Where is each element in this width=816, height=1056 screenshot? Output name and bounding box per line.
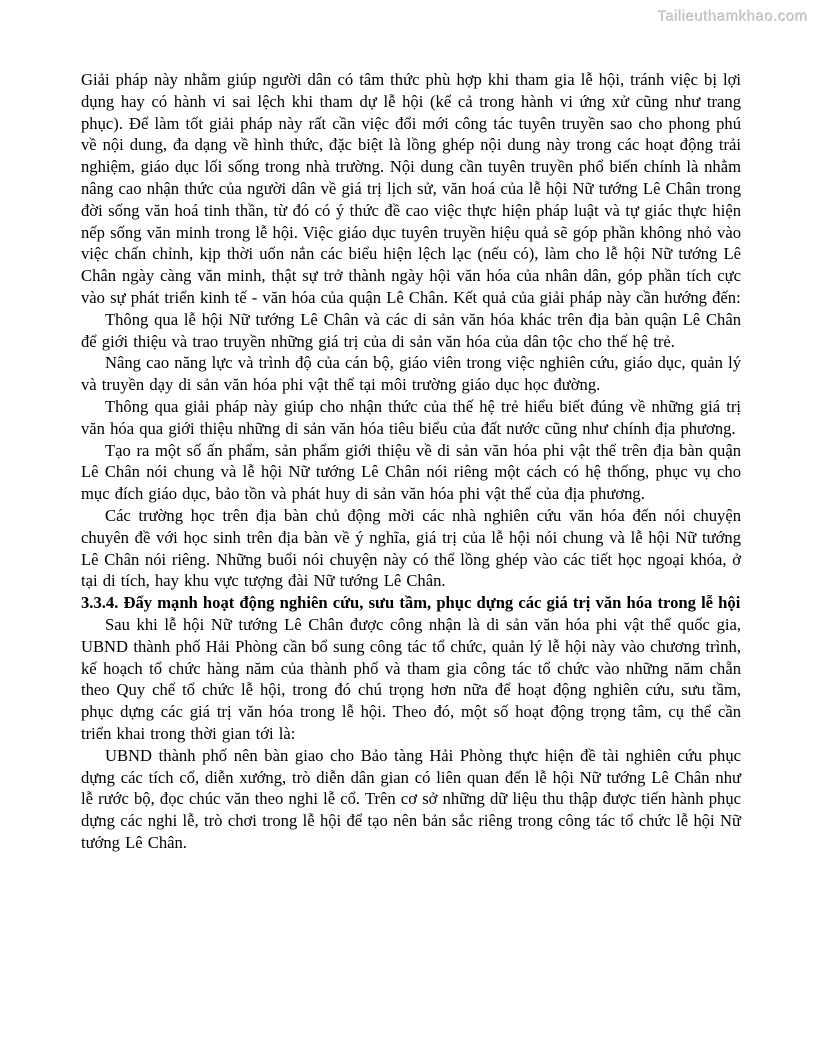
paragraph-result-festival-heritage: Thông qua lễ hội Nữ tướng Lê Chân và các di sản văn hóa khác trên địa bàn quận Lê Chân để giới thiệu và trao truyền những giá trị của di sản văn hóa của dân tộc cho thế hệ trẻ. xyxy=(81,309,741,351)
paragraph-museum-assignment: UBND thành phố nên bàn giao cho Bảo tàng Hải Phòng thực hiện đề tài nghiên cứu phục dựng các tích cổ, diễn xướng, trò diễn dân gian có liên quan đến lễ hội Nữ tướng Lê Chân như lễ rước bộ, đọc chúc văn theo nghi lễ cổ. Trên cơ sở những dữ liệu thu thập được tiến hành phục dựng các nghi lễ, trò chơi trong lễ hội để tạo nên bản sắc riêng trong công tác tổ chức lễ hội Nữ tướng Lê Chân. xyxy=(81,745,741,852)
watermark-text: Tailieuthamkhao.com xyxy=(657,8,808,25)
document-body xyxy=(81,69,741,854)
paragraph-result-youth-awareness: Thông qua giải pháp này giúp cho nhận thức của thế hệ trẻ hiểu biết đúng về những giá trị văn hóa qua giới thiệu những di sản văn hóa tiêu biểu của đất nước cũng như chính địa phương. xyxy=(81,396,741,438)
paragraph-solution-intro: Giải pháp này nhằm giúp người dân có tâm thức phù hợp khi tham gia lễ hội, tránh việc bị lợi dụng hay có hành vi sai lệch khi tham dự lễ hội (kể cả trong hành vi ứng xử cũng như trang phục). Để làm tốt giải pháp này rất cần việc đổi mới công tác tuyên truyền sao cho phong phú về nội dung, đa dạng về hình thức, đặc biệt là lồng ghép nội dung này trong các hoạt động trải nghiệm, giáo dục lối sống trong nhà trường. Nội dung cần tuyên truyền phổ biến chính là nhằm nâng cao nhận thức của người dân về giá trị lịch sử, văn hoá của lễ hội Nữ tướng Lê Chân trong đời sống văn hoá tinh thần, từ đó có ý thức đề cao việc thực hiện pháp luật và tự giác thực hiện nếp sống văn minh trong lễ hội. Việc giáo dục tuyên truyền hiệu quả sẽ góp phần không nhỏ vào việc chấn chỉnh, kịp thời uốn nắn các biểu hiện lệch lạc (nếu có), làm cho lễ hội Nữ tướng Lê Chân ngày càng văn minh, thật sự trở thành ngày hội văn hóa của nhân dân, góp phần tích cực vào sự phát triển kinh tế - văn hóa của quận Lê Chân. Kết quả của giải pháp này cần hướng đến: xyxy=(81,70,741,307)
paragraph-result-publications: Tạo ra một số ấn phẩm, sản phẩm giới thiệu về di sản văn hóa phi vật thể trên địa bàn quận Lê Chân nói chung và lễ hội Nữ tướng Lê Chân nói riêng một cách có hệ thống, phục vụ cho mục đích giáo dục, bảo tồn và phát huy di sản văn hóa phi vật thể của địa phương. xyxy=(81,440,741,504)
paragraph-result-school-talks: Các trường học trên địa bàn chủ động mời các nhà nghiên cứu văn hóa đến nói chuyện chuyên đề với học sinh trên địa bàn về ý nghĩa, giá trị của lễ hội nói chung và lễ hội Nữ tướng Lê Chân nói riêng. Những buổi nói chuyện này có thể lồng ghép vào các tiết học ngoại khóa, ở tại di tích, hay khu vực tượng đài Nữ tướng Lê Chân. xyxy=(81,505,741,591)
paragraph-research-restoration: Sau khi lễ hội Nữ tướng Lê Chân được công nhận là di sản văn hóa phi vật thể quốc gia, UBND thành phố Hải Phòng cần bổ sung công tác tổ chức, quản lý lễ hội này vào chương trình, kế hoạch tổ chức hàng năm của thành phố và tham gia công tác tổ chức vào những năm chẵn theo Quy chế tổ chức lễ hội, trong đó chú trọng hơn nữa để hoạt động nghiên cứu, sưu tầm, phục dựng các giá trị văn hóa trong lễ hội. Theo đó, một số hoạt động trọng tâm, cụ thể cần triển khai trong thời gian tới là: xyxy=(81,614,741,743)
paragraph-result-capacity-teachers: Nâng cao năng lực và trình độ của cán bộ, giáo viên trong việc nghiên cứu, giáo dục, quản lý và truyền dạy di sản văn hóa phi vật thể tại môi trường giáo dục học đường. xyxy=(81,353,742,395)
section-heading-3-3-4: 3.3.4. Đẩy mạnh hoạt động nghiên cứu, sưu tầm, phục dựng các giá trị văn hóa trong lễ hội xyxy=(81,593,741,613)
